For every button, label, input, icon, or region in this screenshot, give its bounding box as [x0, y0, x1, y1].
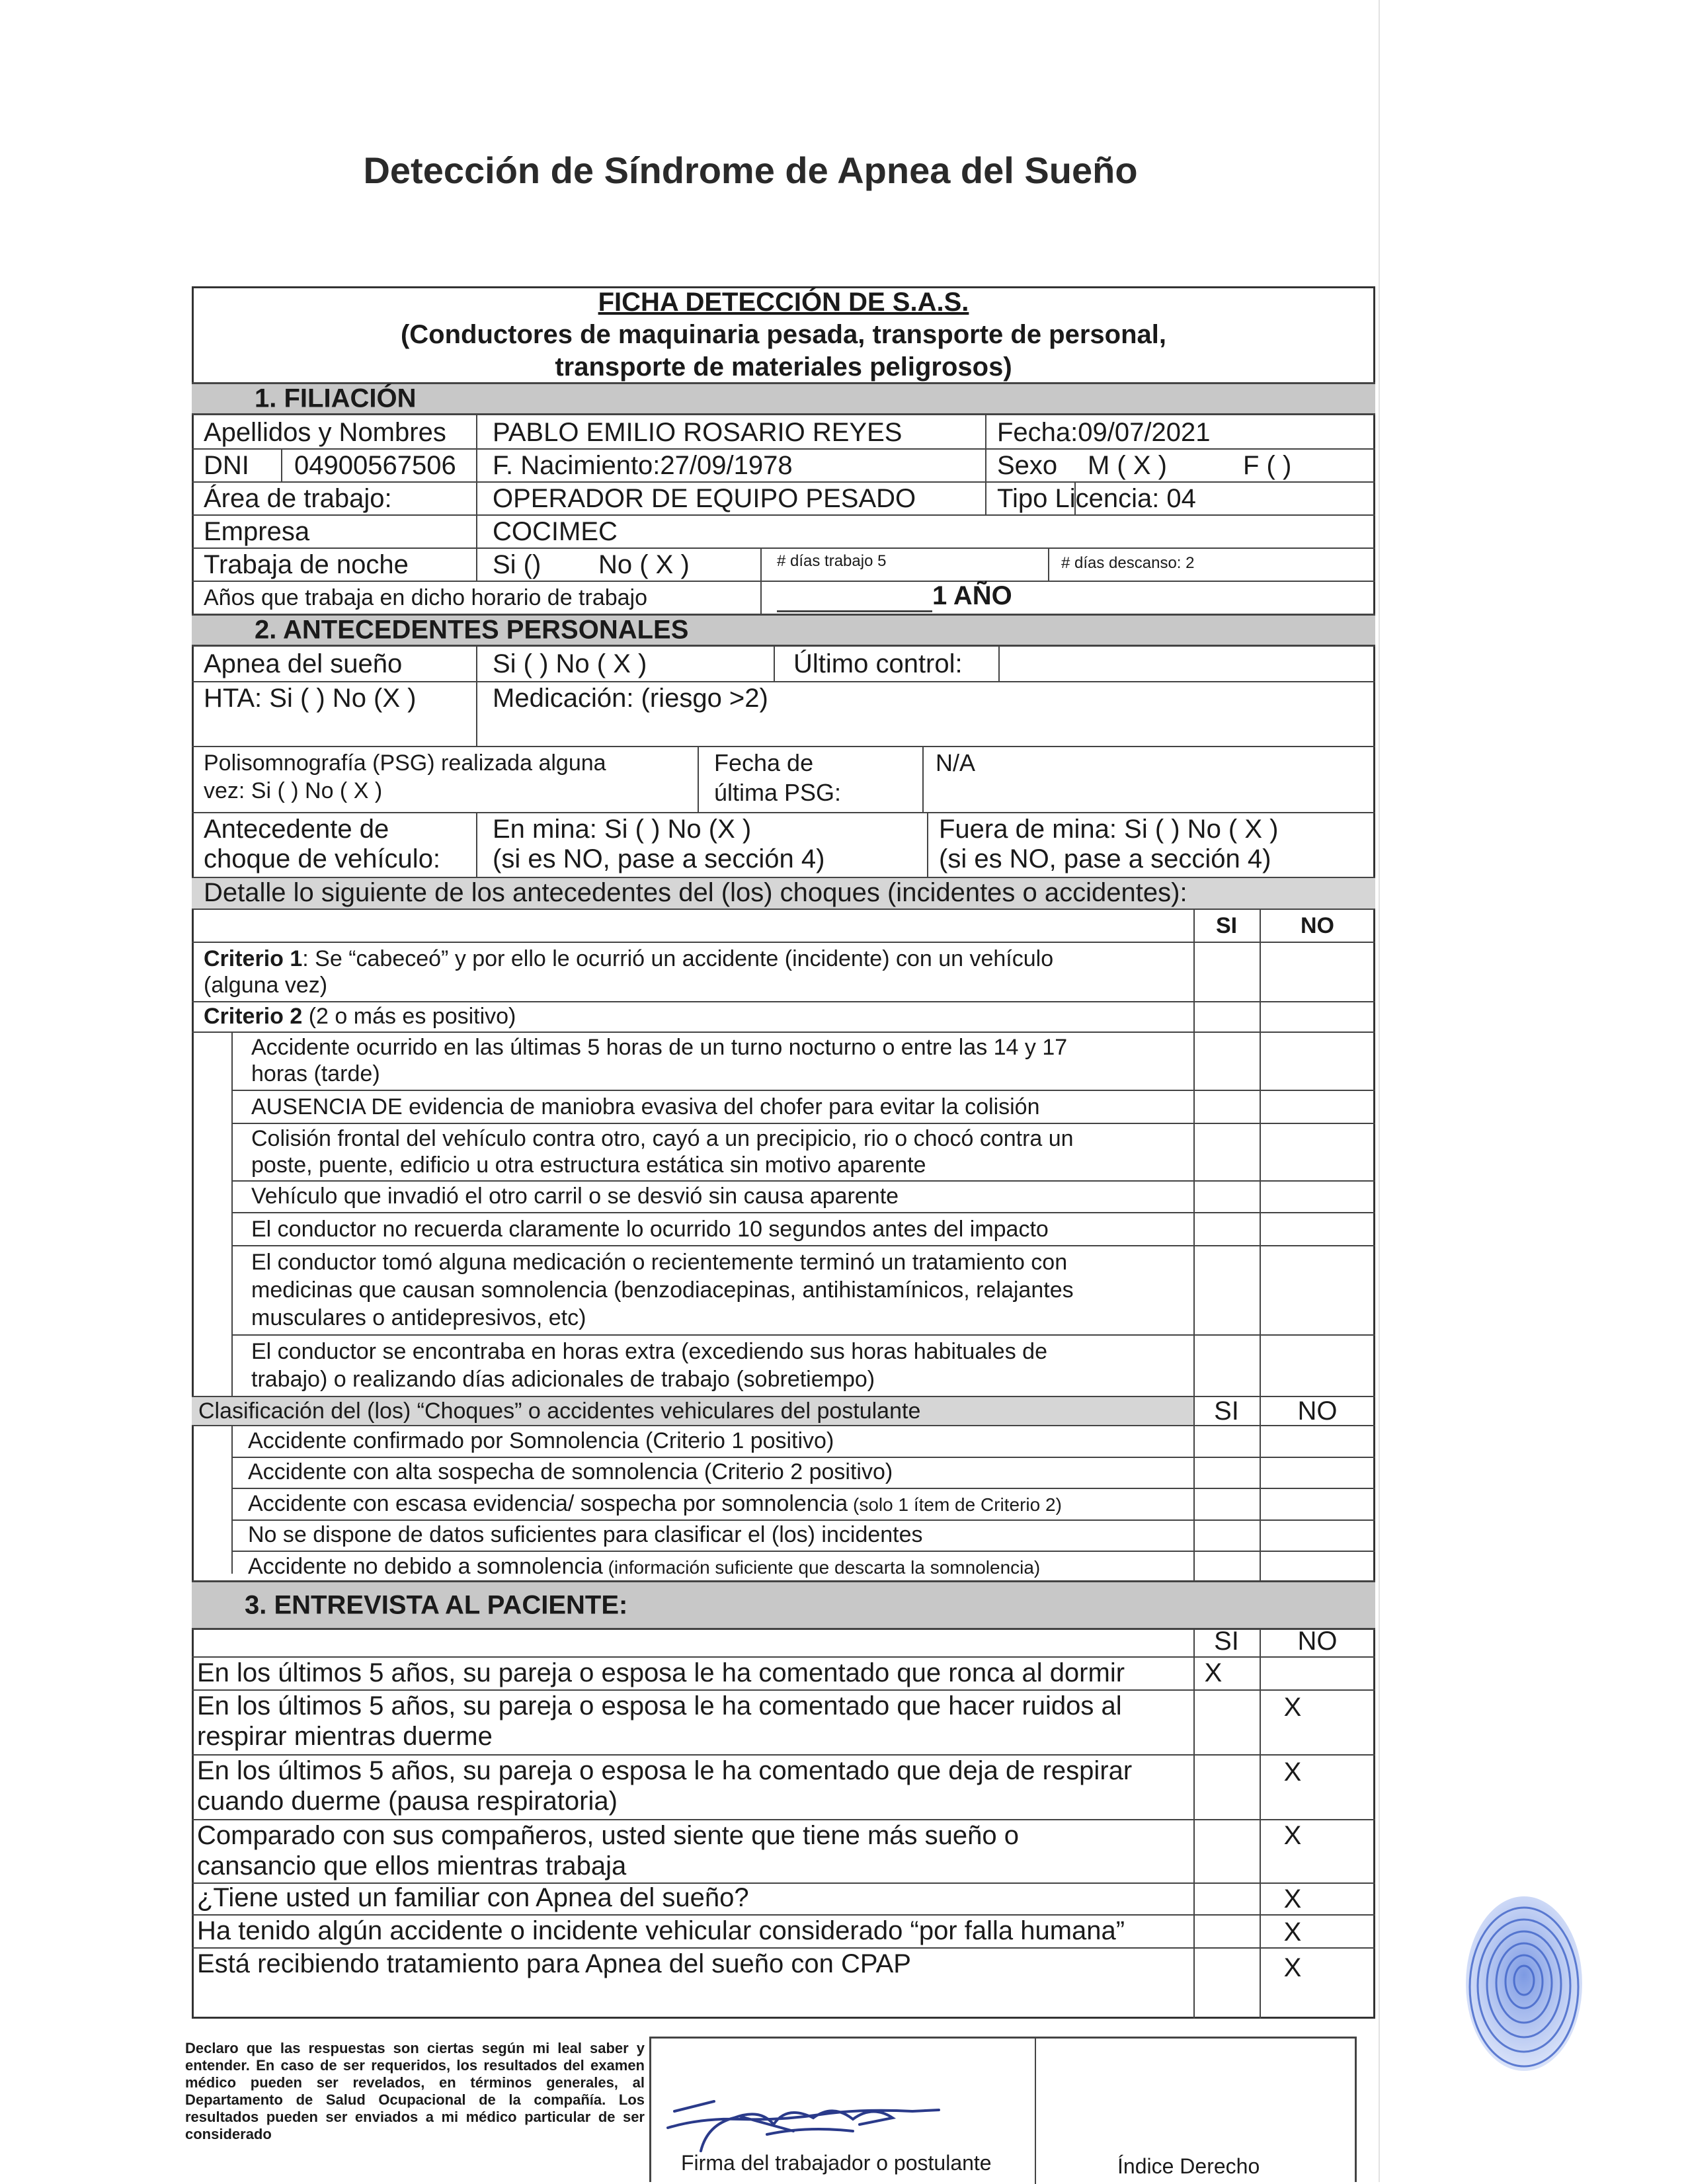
choque-label-2: choque de vehículo:: [204, 844, 441, 873]
section-3-heading: 3. ENTREVISTA AL PACIENTE:: [192, 1580, 1375, 1630]
clas-item-5: Accidente no debido a somnolencia (información suficiente que descarta la somnolencia): [248, 1554, 1041, 1579]
nacimiento: F. Nacimiento:27/09/1978: [493, 451, 793, 480]
question-3-line-2: cuando duerme (pausa respiratoria): [197, 1787, 618, 1816]
names-label: Apellidos y Nombres: [204, 418, 446, 447]
question-2: En los últimos 5 años, su pareja o esposa le ha comentado que hacer ruidos al: [197, 1691, 1122, 1720]
form-subtitle-1: (Conductores de maquinaria pesada, transporte de personal,: [400, 320, 1167, 349]
fuera-2: (si es NO, pase a sección 4): [939, 844, 1271, 873]
sexo-f: F ( ): [1243, 451, 1292, 480]
anos-value: 1 AÑO: [932, 581, 1012, 610]
signature-label: Firma del trabajador o postulante: [681, 2151, 992, 2175]
section-1-heading: 1. FILIACIÓN: [192, 382, 1375, 415]
clas-col-no: NO: [1297, 1396, 1338, 1426]
clas-item-4: No se dispone de datos suficientes para clasificar el (los) incidentes: [248, 1522, 923, 1547]
question-1: En los últimos 5 años, su pareja o esposa le ha comentado que ronca al dormir: [197, 1658, 1125, 1687]
form-title: FICHA DETECCIÓN DE S.A.S.: [598, 288, 969, 317]
document-title: Detección de Síndrome de Apnea del Sueño: [363, 149, 1138, 191]
entrevista-col-si: SI: [1214, 1627, 1239, 1656]
criterio-2-item-1-line-2: horas (tarde): [251, 1061, 380, 1086]
empresa-value: COCIMEC: [493, 517, 618, 546]
criterio-2-item-3: Colisión frontal del vehículo contra otro, cayó a un precipicio, rio o chocó contra un: [251, 1126, 1074, 1151]
criterio-2-item-7-line-2: trabajo) o realizando días adicionales de trabajo (sobretiempo): [251, 1367, 875, 1392]
col-si-header: SI: [1215, 913, 1238, 938]
index-label: Índice Derecho: [1117, 2154, 1260, 2178]
section-2-heading: 2. ANTECEDENTES PERSONALES: [192, 614, 1375, 647]
noche-no: No ( X ): [598, 550, 690, 579]
form-subtitle-2: transporte de materiales peligrosos): [555, 352, 1012, 382]
mina-2: (si es NO, pase a sección 4): [493, 844, 825, 873]
question-3: En los últimos 5 años, su pareja o esposa le ha comentado que deja de respirar: [197, 1756, 1133, 1785]
question-4-no: X: [1283, 1821, 1302, 1850]
detalle-text: Detalle lo siguiente de los antecedentes del (los) choques (incidentes o accidentes):: [204, 878, 1187, 907]
criterio-1-line-2: (alguna vez): [204, 973, 328, 998]
question-4: Comparado con sus compañeros, usted siente que tiene más sueño o: [197, 1821, 1019, 1850]
criterio-2: Criterio 2 (2 o más es positivo): [204, 1004, 516, 1029]
area-value: OPERADOR DE EQUIPO PESADO: [493, 484, 916, 513]
dias-descanso: # días descanso: 2: [1061, 554, 1195, 572]
psg-value: N/A: [936, 749, 976, 776]
question-4-line-2: cansancio que ellos mientras trabaja: [197, 1851, 627, 1881]
question-2-no: X: [1283, 1693, 1302, 1722]
tipo-licencia: Tipo Licencia: 04: [997, 484, 1196, 513]
sexo-label: Sexo: [997, 451, 1058, 480]
criterio-2-item-3-line-2: poste, puente, edificio u otra estructura estática sin motivo aparente: [251, 1153, 926, 1178]
hta: HTA: Si ( ) No (X ): [204, 684, 417, 713]
question-2-line-2: respirar mientras duerme: [197, 1722, 493, 1751]
question-5-no: X: [1283, 1884, 1302, 1914]
sexo-m: M ( X ): [1088, 451, 1167, 480]
psg-label-1: Polisomnografía (PSG) realizada alguna: [204, 750, 606, 776]
psg-label-2: vez: Si ( ) No ( X ): [204, 778, 383, 803]
question-6: Ha tenido algún accidente o incidente vehicular considerado “por falla humana”: [197, 1916, 1125, 1945]
area-label: Área de trabajo:: [204, 484, 392, 513]
question-7: Está recibiendo tratamiento para Apnea del sueño con CPAP: [197, 1949, 911, 1978]
psg-fecha-1: Fecha de: [714, 749, 814, 776]
apnea-value: Si ( ) No ( X ): [493, 649, 647, 678]
psg-fecha-2: última PSG:: [714, 779, 842, 806]
criterio-2-item-5: El conductor no recuerda claramente lo ocurrido 10 segundos antes del impacto: [251, 1217, 1049, 1242]
fecha: Fecha:09/07/2021: [997, 418, 1211, 447]
question-7-no: X: [1283, 1953, 1302, 1982]
fuera-1: Fuera de mina: Si ( ) No ( X ): [939, 815, 1279, 844]
clas-item-2: Accidente con alta sospecha de somnolencia (Criterio 2 positivo): [248, 1459, 893, 1484]
clas-col-si: SI: [1214, 1396, 1239, 1426]
page-edge: [1379, 0, 1380, 2182]
mina-1: En mina: Si ( ) No (X ): [493, 815, 752, 844]
clasificacion-text: Clasificación del (los) “Choques” o accidentes vehiculares del postulante: [198, 1398, 921, 1424]
clas-item-1: Accidente confirmado por Somnolencia (Criterio 1 positivo): [248, 1428, 834, 1453]
form-header: [192, 286, 1375, 384]
question-5: ¿Tiene usted un familiar con Apnea del sueño?: [197, 1883, 749, 1912]
criterio-2-item-6: El conductor tomó alguna medicación o recientemente terminó un tratamiento con: [251, 1250, 1068, 1275]
dni-value: 04900567506: [294, 451, 456, 480]
empresa-label: Empresa: [204, 517, 310, 546]
noche-label: Trabaja de noche: [204, 550, 409, 579]
dni-label: DNI: [204, 451, 249, 480]
entrevista-col-no: NO: [1297, 1627, 1338, 1656]
ultimo-control: Último control:: [793, 649, 963, 678]
clas-item-3: Accidente con escasa evidencia/ sospecha por somnolencia (solo 1 ítem de Criterio 2): [248, 1491, 1062, 1516]
criterio-2-item-6-line-3: musculares o antidepresivos, etc): [251, 1305, 586, 1330]
criterio-2-item-6-line-2: medicinas que causan somnolencia (benzodiacepinas, antihistamínicos, relajantes: [251, 1277, 1074, 1303]
criterio-2-item-7: El conductor se encontraba en horas extra (excediendo sus horas habituales de: [251, 1339, 1047, 1364]
signature-box: [649, 2037, 1357, 2182]
medicacion: Medicación: (riesgo >2): [493, 684, 768, 713]
form-sas: [192, 286, 1375, 2019]
apnea-label: Apnea del sueño: [204, 649, 403, 678]
criterio-2-item-4: Vehículo que invadió el otro carril o se desvió sin causa aparente: [251, 1184, 899, 1209]
question-6-no: X: [1283, 1918, 1302, 1947]
choque-label-1: Antecedente de: [204, 815, 389, 844]
dias-trabajo: # días trabajo 5: [777, 552, 887, 570]
criterio-1: Criterio 1: Se “cabeceó” y por ello le ocurrió un accidente (incidente) con un vehículo: [204, 946, 1054, 971]
question-3-no: X: [1283, 1758, 1302, 1787]
noche-si: Si (): [493, 550, 542, 579]
col-no-header: NO: [1301, 913, 1334, 938]
anos-label: Años que trabaja en dicho horario de trabajo: [204, 585, 648, 610]
criterio-2-item-1: Accidente ocurrido en las últimas 5 horas de un turno nocturno o entre las 14 y 17: [251, 1035, 1068, 1060]
criterio-2-item-2: AUSENCIA DE evidencia de maniobra evasiva del chofer para evitar la colisión: [251, 1094, 1040, 1119]
fingerprint-icon: [1461, 1891, 1587, 2076]
declaration-text: Declaro que las respuestas son ciertas según mi leal saber y entender. En caso de ser requeridos, los resultados del examen médico pueden ser revelados, en términos generales, al Departamento de Salud Ocupacional de la compañía. Los resultados pueden ser enviados a mi médico particular de ser considerado: [185, 2040, 645, 2142]
question-1-si: X: [1204, 1658, 1223, 1687]
names-value: PABLO EMILIO ROSARIO REYES: [493, 418, 903, 447]
